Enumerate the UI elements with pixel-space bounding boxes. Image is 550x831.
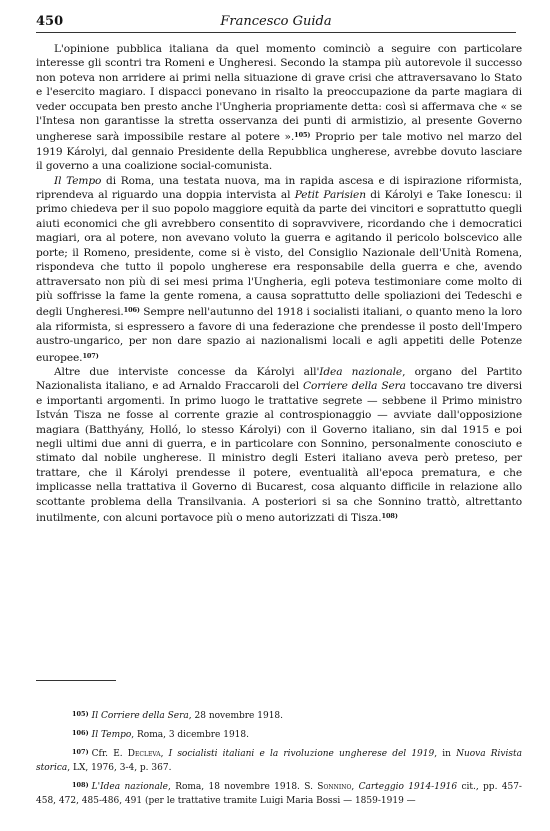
text-run: , in (434, 749, 457, 759)
footnote-number: 106) (72, 729, 89, 737)
footnote-ref-107[interactable]: 107) (82, 351, 99, 360)
author-name: Sonnino (317, 782, 352, 792)
italic-title: Nuova Rivista storica (36, 749, 522, 773)
footnote-108 (36, 778, 522, 808)
text-run: , Roma, 3 dicembre 1918. (131, 730, 249, 740)
text-run: , Roma, 18 novembre 1918. S. (168, 782, 318, 792)
footnote-number: 105) (72, 710, 89, 718)
footnote-105 (36, 707, 522, 723)
italic-title: Idea nazionale (319, 365, 403, 378)
running-title: Francesco Guida (220, 14, 332, 29)
footnote-107 (36, 745, 522, 775)
text-run: di Roma, una testata nuova, ma in rapida ascesa e di ispirazione riformista, riprendeva al riguardo una doppia intervista al (36, 174, 522, 202)
text-run: Altre due interviste concesse da Károlyi all' (54, 365, 320, 378)
text-run: , (351, 782, 359, 792)
footnote-ref-105[interactable]: 105) (294, 131, 311, 140)
footnote-number: 107) (72, 748, 89, 756)
footnote-number: 108) (72, 781, 89, 789)
text-run: Sempre nell'autunno del 1918 i socialisti italiani, o quanto meno la loro ala riformista, si espressero a favore di una federazione che prendesse il posto dell'Impero austro-ungarico, per non dare spazio ai nazionalismi locali e agli appetiti delle Potenze europee. (36, 306, 522, 364)
italic-title: Il Tempo (54, 174, 102, 187)
header-rule (36, 32, 516, 33)
text-run: toccavano tre diversi e importanti argomenti. In primo luogo le trattative segrete — sebbene il Primo ministro István Tisza ne fosse al corrente grazie al controspionaggio — avviate dall'opposizione magiara (Batthyány, Holló, lo stesso Károlyi) con il Governo italiano, sin dal 1915 e poi negli ultimi due anni di guerra, e in particolare con Sonnino, personalmente conosciuto e stimato dal nobile ungherese. Il ministro degli Esteri italiano aveva però preteso, per trattare, che il Károlyi prendesse il potere, eventualità all'epoca prematura, e che implicasse nella trattativa il Governo di Bucarest, cosa alquanto difficile in relazione allo scottante problema della Transilvania. A posteriori si sa che Sonnino trattò, altrettanto inutilmente, con alcuni portavoce più o meno autorizzati di Tisza. (36, 380, 523, 524)
footnote-ref-106[interactable]: 106) (123, 306, 140, 315)
text-run: , 28 novembre 1918. (188, 711, 284, 721)
italic-title: Il Tempo (91, 730, 132, 740)
italic-title: Petit Parisien (294, 189, 366, 202)
italic-title: Carteggio 1914-1916 (358, 782, 458, 792)
text-run: , organo del Partito Nazionalista italiano, e ad Arnaldo Fraccaroli del (36, 365, 522, 393)
paragraph-3 (36, 365, 522, 525)
italic-title: Corriere della Sera (303, 380, 406, 393)
paragraph-2 (36, 174, 522, 365)
italic-title: I socialisti italiani e la rivoluzione ungherese del 1919 (168, 749, 435, 759)
paragraph-1 (36, 42, 522, 174)
text-run: cit., pp. 457-458, 472, 485-486, 491 (per le trattative tramite Luigi Maria Bossi — 1859-1919 — (36, 782, 522, 806)
footnote-ref-108[interactable]: 108) (381, 512, 398, 520)
page-header (36, 12, 516, 34)
page-number: 450 (36, 14, 64, 29)
text-run: , (160, 749, 169, 759)
footnote-rule (36, 680, 116, 681)
italic-title: Il Corriere della Sera (91, 711, 189, 721)
author-name: Decleva (127, 749, 161, 759)
italic-title: L'Idea nazionale (91, 782, 169, 792)
text-run: , LX, 1976, 3-4, p. 367. (67, 763, 172, 773)
text-run: di Károlyi e Take Ionescu: il primo chiedeva per il suo popolo maggiore equità da parte dei vincitori e soprattutto quegli aiuti economici che gli avrebbero consentito di sopravvivere, ricordando che i democratici magiari, ora al potere, non avevano voluto la guerra e agitando il pericolo bolscevico alle porte; il Romeno, presidente, come si è visto, del Consiglio Nazionale dell'Unità Romena, rispondeva che tutto il popolo ungherese era responsabile della guerra e che, avendo attraversato non più di sei mesi prima l'Ungheria, egli poteva testimoniare come molto di più soffrisse la fame la gente romena, a causa soprattutto delle spoliazioni dei Tedeschi e degli Ungheresi. (36, 189, 522, 319)
text-run: L'opinione pubblica italiana da quel momento cominciò a seguire con particolare interesse gli scontri tra Romeni e Ungheresi. Secondo la stampa più autorevole il successo non poteva non arridere ai primi nella situazione di grave crisi che attraversavano lo Stato e l'esercito magiaro. I dispacci ponevano in risalto la preoccupazione da parte magiara di veder occupata ben presto anche l'Ungheria propriamente detta: così si affermava che « se l'Intesa non garantisse la stretta osservanza dei punti di armistizio, al presente Governo ungherese sarà impossibile restare al potere ». (36, 43, 522, 144)
text-run: Proprio per tale motivo nel marzo del 1919 Károlyi, dal gennaio Presidente della Repubblica ungherese, avrebbe dovuto lasciare il governo a una coalizione social-comunista. (36, 131, 522, 173)
footnote-106 (36, 726, 522, 742)
body-text (36, 42, 522, 525)
text-run: Cfr. E. (91, 749, 128, 759)
footnotes (36, 707, 522, 811)
